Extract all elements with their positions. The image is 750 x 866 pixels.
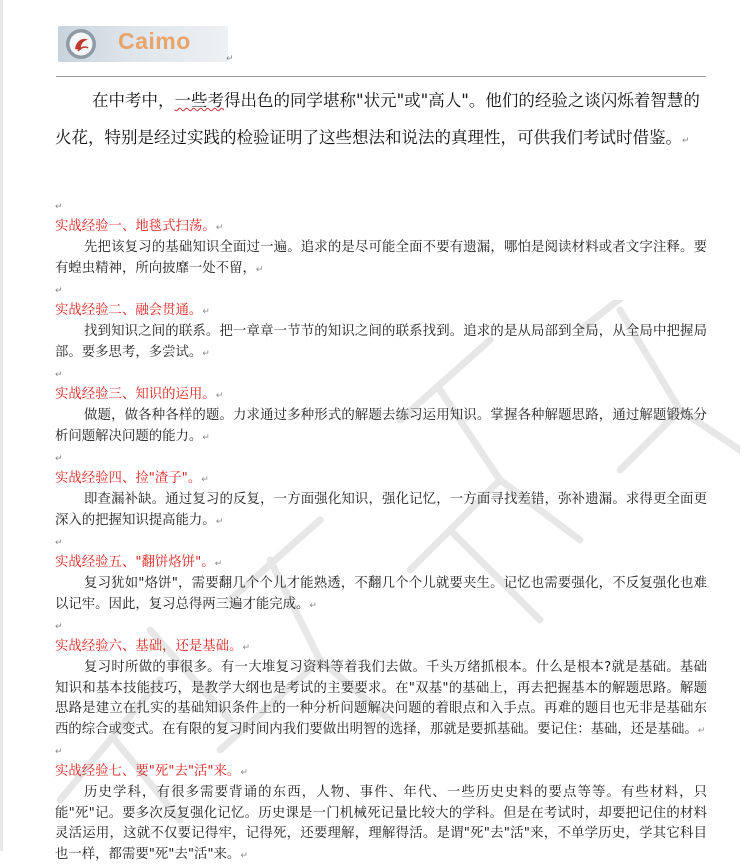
header-rule xyxy=(56,76,706,77)
section-title-text: 实战经验七、要"死"去"活"来。 xyxy=(55,764,240,779)
section-body xyxy=(55,658,707,741)
section-body xyxy=(55,322,707,364)
section-title xyxy=(55,301,707,323)
experience-section xyxy=(55,553,707,617)
paragraph-mark: ↵ xyxy=(256,265,264,275)
blank-line xyxy=(55,741,707,762)
paragraph-mark: ↵ xyxy=(240,851,248,861)
paragraph-mark: ↵ xyxy=(55,454,63,464)
logo-emblem-icon xyxy=(64,27,98,61)
section-body-text: 历史学科，有很多需要背诵的东西，人物、事件、年代、一些历史史料的要点等等。有些材料，只能"死"记。要多次反复强化记忆。历史课是一门机械死记量比较大的学科。但是在考试时，却要把记住的材料灵活运用，这就不仅要记得牢，记得死，还要理解，理解得活。是谓"死"去"活"来，不单学历史，学其它科目也一样，都需要"死"去"活"来。 xyxy=(55,785,707,862)
paragraph-mark: ↵ xyxy=(240,768,248,778)
intro-text-start: 在中考中， xyxy=(92,91,175,110)
paragraph-mark: ↵ xyxy=(202,349,210,359)
intro-paragraph xyxy=(55,82,710,160)
section-title-text: 实战经验三、知识的运用。 xyxy=(55,387,216,402)
blank-line xyxy=(55,196,707,217)
section-body-text: 即查漏补缺。通过复习的反复，一方面强化知识，强化记忆，一方面寻找差错，弥补遗漏。求得更全面更深入的把握知识提高能力。 xyxy=(55,492,707,528)
section-title-text: 实战经验二、融会贯通。 xyxy=(55,303,202,318)
section-title xyxy=(55,762,707,784)
blank-line xyxy=(55,616,707,637)
section-title xyxy=(55,553,707,575)
paragraph-mark: ↵ xyxy=(242,643,250,653)
paragraph-mark: ↵ xyxy=(55,202,63,212)
paragraph-mark: ↵ xyxy=(682,136,690,146)
logo-text: Caimo xyxy=(118,28,191,55)
intro-text-rest: 得出色的同学堪称"状元"或"高人"。他们的经验之谈闪烁着智慧的火花，特别是经过实践的检验证明了这些想法和说法的真理性，可供我们考试时借鉴。 xyxy=(55,91,700,147)
paragraph-mark: ↵ xyxy=(55,622,63,632)
section-title-text: 实战经验一、地毯式扫荡。 xyxy=(55,219,216,234)
paragraph-mark: ↵ xyxy=(55,747,63,757)
experience-section xyxy=(55,762,707,866)
page-edge xyxy=(0,0,3,851)
paragraph-mark: ↵ xyxy=(202,307,210,317)
page-header xyxy=(58,24,228,66)
blank-line xyxy=(55,364,707,385)
blank-line xyxy=(55,280,707,301)
section-body xyxy=(55,406,707,448)
spellcheck-squiggle-text: 一些考 xyxy=(175,91,225,110)
section-body-text: 复习时所做的事很多。有一大堆复习资料等着我们去做。千头万绪抓根本。什么是根本?就是基础。基础知识和基本技能技巧，是教学大纲也是考试的主要要求。在"双基"的基础上，再去把握基本的解题思路。解题思路是建立在扎实的基础知识条件上的一种分析问题解决问题的着眼点和入手点。再难的题目也无非是基础东西的综合或变式。在有限的复习时间内我们要做出明智的选择，那就是要抓基础。要记住：基础，还是基础。 xyxy=(55,660,707,737)
paragraph-mark: ↵ xyxy=(309,601,317,611)
section-body xyxy=(55,490,707,532)
experience-list xyxy=(55,196,707,866)
section-title xyxy=(55,637,707,659)
paragraph-mark: ↵ xyxy=(216,223,224,233)
section-body xyxy=(55,238,707,280)
section-body-text: 复习犹如"烙饼"，需要翻几个个儿才能熟透，不翻几个个儿就要夹生。记忆也需要强化，不反复强化也难以记牢。因此，复习总得两三遍才能完成。 xyxy=(55,576,707,612)
paragraph-mark: ↵ xyxy=(202,433,210,443)
paragraph-mark: ↵ xyxy=(216,517,224,527)
section-body-text: 找到知识之间的联系。把一章章一节节的知识之间的联系找到。追求的是从局部到全局，从全局中把握局部。要多思考，多尝试。 xyxy=(55,324,707,360)
paragraph-mark: ↵ xyxy=(55,538,63,548)
paragraph-mark: ↵ xyxy=(201,475,209,485)
experience-section xyxy=(55,301,707,365)
section-title xyxy=(55,469,707,491)
paragraph-mark: ↵ xyxy=(55,286,63,296)
paragraph-mark: ↵ xyxy=(216,391,224,401)
experience-section xyxy=(55,385,707,449)
blank-line xyxy=(55,448,707,469)
section-body xyxy=(55,783,707,866)
experience-section xyxy=(55,469,707,533)
experience-section xyxy=(55,217,707,281)
paragraph-mark: ↵ xyxy=(226,54,234,64)
section-title-text: 实战经验六、基础，还是基础。 xyxy=(55,639,242,654)
section-body-text: 先把该复习的基础知识全面过一遍。追求的是尽可能全面不要有遗漏，哪怕是阅读材料或者文字注释。要有蝗虫精神，所向披靡一处不留， xyxy=(55,240,707,276)
paragraph-mark: ↵ xyxy=(215,559,223,569)
experience-section xyxy=(55,637,707,742)
section-title-text: 实战经验五、"翻饼烙饼"。 xyxy=(55,555,215,570)
paragraph-mark: ↵ xyxy=(55,370,63,380)
paragraph-mark: ↵ xyxy=(698,726,706,736)
section-title-text: 实战经验四、捡"渣子"。 xyxy=(55,471,201,486)
blank-line xyxy=(55,532,707,553)
section-body xyxy=(55,574,707,616)
section-title xyxy=(55,385,707,407)
section-body-text: 做题，做各种各样的题。力求通过多种形式的解题去练习运用知识。掌握各种解题思路，通过解题锻炼分析问题解决问题的能力。 xyxy=(55,408,707,444)
section-title xyxy=(55,217,707,239)
